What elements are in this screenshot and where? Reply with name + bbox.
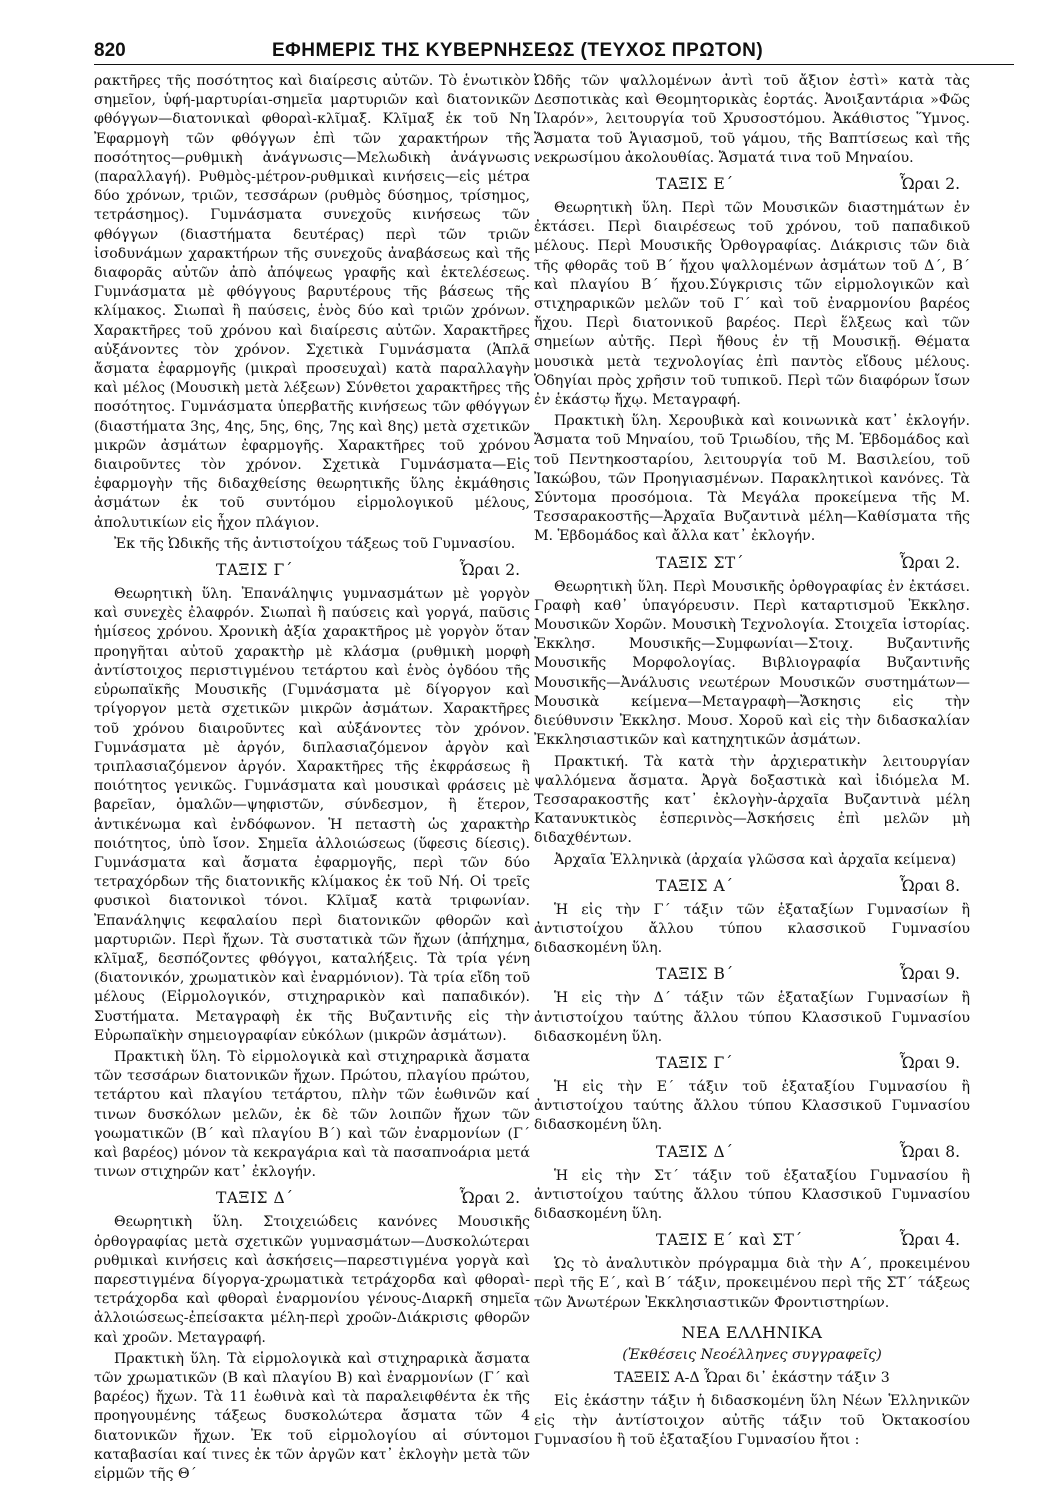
class-title: ΤΑΞΙΣ Ε΄ — [656, 175, 734, 194]
paragraph: Θεωρητικὴ ὕλη. Περὶ Μουσικῆς ὀρθογραφίας ἐν ἐκτάσει. Γραφὴ καθ᾽ ὑπαγόρευσιν. Περὶ καταρτισμοῦ Ἐκκλησ. Μουσικῶν Χορῶν. Μουσικὴ Τεχνολογία. Στοιχεῖα ἱστορίας. Ἐκκλησ. Μουσικῆς—Συμφωνίαι—Στοιχ. Βυζαντινῆς Μουσικῆς Μορφολογίας. Βιβλιογραφία Βυζαντινῆς Μουσικῆς—Ἀνάλυσις νεωτέρων Μουσικῶν συστημάτων—Μουσικὰ κείμενα—Μεταγραφὴ—Ἄσκησις εἰς τὴν διεύθυνσιν Ἐκκλησ. Μουσ. Χοροῦ καὶ εἰς τὴν διδασκαλίαν Ἐκκλησιαστικῶν καὶ κατηχητικῶν ἀσμάτων. — [534, 578, 970, 749]
class-title: ΤΑΞΙΣ ΣΤ΄ — [656, 553, 744, 572]
subject-subtitle: (Ἐκθέσεις Νεοέλληνες συγγραφεῖς) — [622, 1346, 882, 1363]
class-title: ΤΑΞΙΣ Δ΄ — [216, 1189, 294, 1208]
class-title: ΤΑΞΙΣ Ε΄ καὶ ΣΤ΄ — [656, 1231, 803, 1250]
paragraph: Εἰς ἑκάστην τάξιν ἡ διδασκομένη ὕλη Νέων Ἑλληνικῶν εἰς τὴν ἀντίστοιχον αὐτῆς τάξιν τοῦ Ὀκτακοσίου Γυμνασίου ἢ τοῦ ἑξαταξίου Γυμνασίου ἤτοι : — [534, 1393, 970, 1448]
subject-heading: Ἀρχαῖα Ἑλληνικὰ (ἀρχαία γλῶσσα καὶ ἀρχαῖα κείμενα) — [554, 851, 957, 868]
class-heading — [534, 1052, 970, 1076]
class-heading — [94, 1187, 530, 1211]
class-hours: Ὧραι 4. — [899, 1231, 960, 1250]
class-hours: Ὧραι 9. — [899, 965, 960, 984]
class-hours: Ὧραι 8. — [899, 1142, 960, 1161]
class-heading — [94, 559, 530, 583]
paragraph: ρακτῆρες τῆς ποσότητος καὶ διαίρεσις αὐτῶν. Τὸ ἑνωτικὸν σημεῖον, ὑφή-μαρτυρίαι-σημεῖα μαρτυριῶν καὶ διατονικῶν φθόγγων—διατονικαὶ φθοραὶ-κλῖμαξ. Κλῖμαξ ἐκ τοῦ Νη Ἐφαρμογὴ τῶν φθόγγων ἐπὶ τῶν χαρακτήρων τῆς ποσότητος—ρυθμικὴ ἀνάγνωσις—Μελωδικὴ ἀνάγνωσις (παραλλαγή). Ρυθμὸς-μέτρον-ρυθμικαὶ κινήσεις—εἰς μέτρα δύο χρόνων, τριῶν, τεσσάρων (ρυθμὸς δύσημος, τρίσημος, τετράσημος). Γυμνάσματα συνεχοῦς κινήσεως τῶν φθόγγων (διαστήματα δευτέρας) περὶ τῶν τριῶν ἰσοδυνάμων χαρακτήρων τῆς συνεχοῦς ἀναβάσεως καὶ τῆς διαφορᾶς αὐτῶν ἀπὸ ἀπόψεως γραφῆς καὶ ἐκτελέσεως. Γυμνάσματα μὲ φθόγγους βαρυτέρους τῆς βάσεως τῆς κλίμακος. Σιωπαὶ ἢ παύσεις, ἑνὸς δύο καὶ τριῶν χρόνων. Χαρακτῆρες τοῦ χρόνου καὶ διαίρεσις αὐτῶν. Χαρακτῆρες αὐξάνοντες τὸν χρόνον. Σχετικὰ Γυμνάσματα (Ἁπλᾶ ἄσματα ἐφαρμογῆς (μικραὶ προσευχαὶ) κατὰ παραλλαγὴν καὶ μέλος (Μουσικὴ μετὰ λέξεων) Σύνθετοι χαρακτῆρες τῆς ποσότητος. Γυμνάσματα ὑπερβατῆς κινήσεως τῶν φθόγγων (διαστήματα 3ης, 4ης, 5ης, 6ης, 7ης καὶ 8ης) μετὰ σχετικῶν μικρῶν ἀσμάτων ἐφαρμογῆς. Χαρακτῆρες τοῦ χρόνου διαιροῦντες τὸν χρόνον. Σχετικὰ Γυμνάσματα—Εἰς ἐφαρμογὴν τῆς διδαχθείσης θεωρητικῆς ὕλης ἐκμάθησις ἀσμάτων ἐκ τοῦ συντόμου εἱρμολογικοῦ μέλους, ἀπολυτικίων εἰς ἦχον πλάγιον. — [94, 73, 530, 531]
class-title: ΤΑΞΙΣ Α΄ — [656, 876, 734, 895]
paragraph: Θεωρητικὴ ὕλη. Περὶ τῶν Μουσικῶν διαστημάτων ἐν ἐκτάσει. Περὶ διαιρέσεως τοῦ χρόνου, τοῦ παπαδικοῦ μέλους. Περὶ Μουσικῆς Ὀρθογραφίας. Διάκρισις τῶν διὰ τῆς φθορᾶς τοῦ Β΄ ἤχου ψαλλομένων ἀσμάτων τοῦ Δ΄, Β΄ καὶ πλαγίου Β΄ ἤχου.Σύγκρισις τῶν εἱρμολογικῶν καὶ στιχηραρικῶν μελῶν τοῦ Γ΄ καὶ τοῦ ἐναρμονίου βαρέος ἤχου. Περὶ διατονικοῦ βαρέος. Περὶ ἕλξεως καὶ τῶν σημείων αὐτῆς. Περὶ ἤθους ἐν τῇ Μουσικῇ. Θέματα μουσικὰ μετὰ τεχνολογίας ἐπὶ παντὸς εἴδους μέλους. Ὁδηγίαι πρὸς χρῆσιν τοῦ τυπικοῦ. Περὶ τῶν διαφόρων ἴσων ἐν ἑκάστῳ ἤχῳ. Μεταγραφή. — [534, 200, 970, 409]
paragraph: Ἡ εἰς τὴν Δ΄ τάξιν τῶν ἑξαταξίων Γυμνασίων ἢ ἀντιστοίχου ταύτης ἄλλου τύπου Κλασσικοῦ Γυμνασίου διδασκομένη ὕλη. — [534, 990, 970, 1045]
right-column — [534, 72, 970, 1452]
left-column — [94, 72, 530, 1486]
class-hours: Ὧραι 2. — [899, 175, 960, 194]
class-heading — [534, 875, 970, 899]
class-heading — [534, 173, 970, 197]
section-intro: Ἐκ τῆς Ὠδικῆς τῆς ἀντιστοίχου τάξεως τοῦ Γυμνασίου. — [114, 535, 516, 552]
class-title: ΤΑΞΙΣ Δ΄ — [656, 1142, 734, 1161]
paragraph: Ἡ εἰς τὴν Ε΄ τάξιν τοῦ ἑξαταξίου Γυμνασίου ἢ ἀντιστοίχου ταύτης ἄλλου τύπου Κλασσικοῦ Γυμνασίου διδασκομένη ὕλη. — [534, 1078, 970, 1134]
paragraph: Πρακτικὴ ὕλη. Τὸ εἱρμολογικὰ καὶ στιχηραρικὰ ἄσματα τῶν τεσσάρων διατονικῶν ἤχων. Πρώτου, πλαγίου πρώτου, τετάρτου καὶ πλαγίου τετάρτου, πλὴν τῶν ἑωθινῶν καί τινων δυσκόλων μελῶν, ἐκ δὲ τῶν λοιπῶν ἤχων τῶν γοωματικῶν (Β΄ καὶ πλαγίου Β΄) καὶ τῶν ἐναρμονίων (Γ΄ καὶ βαρέος) μόνον τὰ κεκραγάρια καὶ τὰ πασαπνοάρια μετά τινων στιχηρῶν κατ᾽ ἐκλογήν. — [94, 1048, 530, 1181]
header-rule — [94, 64, 1014, 65]
paragraph: Ἡ εἰς τὴν Γ΄ τάξιν τῶν ἑξαταξίων Γυμνασίων ἢ ἀντιστοίχου ἄλλου τύπου κλασσικοῦ Γυμνασίου διδασκομένη ὕλη. — [534, 901, 970, 957]
paragraph: Πρακτικὴ ὕλη. Τὰ εἱρμολογικὰ καὶ στιχηραρικὰ ἄσματα τῶν χρωματικῶν (Β καὶ πλαγίου Β) καὶ ἐναρμονίων (Γ΄ καὶ βαρέος) ἤχων. Τὰ 11 ἑωθινὰ καὶ τὰ παραλειφθέντα ἐκ τῆς προηγουμένης τάξεως δυσκολώτερα ἄσματα τῶν 4 διατονικῶν ἤχων. Ἐκ τοῦ εἱρμολογίου αἱ σύντομοι καταβασίαι καί τινες ἐκ τῶν ἀργῶν κατ᾽ ἐκλογὴν μετὰ τῶν εἱρμῶν τῆς Θ΄ — [94, 1350, 530, 1483]
class-title: ΤΑΞΙΣ Β΄ — [656, 965, 734, 984]
page-header — [94, 40, 1014, 70]
paragraph: Θεωρητικὴ ὕλη. Ἐπανάληψις γυμνασμάτων μὲ γοργὸν καὶ συνεχὲς ἐλαφρόν. Σιωπαὶ ἢ παύσεις καὶ γοργά, παῦσις ἡμίσεος χρόνου. Χρονικὴ ἀξία χαρακτῆρος μὲ γοργὸν ὅταν προηγῆται αὐτοῦ χαρακτὴρ μὲ κλάσμα (ρυθμικὴ μορφὴ ἀντίστοιχος περιστιγμένου τετάρτου καὶ ἑνὸς ὀγδόου τῆς εὐρωπαϊκῆς Μουσικῆς (Γυμνάσματα μὲ δίγοργον καὶ τρίγοργον μετὰ σχετικῶν μικρῶν ἀσμάτων. Χαρακτῆρες τοῦ χρόνου διαιροῦντες καὶ αὐξάνοντες τὸν χρόνον. Γυμνάσματα μὲ ἀργόν, διπλασιαζόμενον ἀργὸν καὶ τριπλασιαζόμενον ἀργόν. Χαρακτῆρες τῆς ἐκφράσεως ἢ ποιότητος γενικῶς. Γυμνάσματα καὶ μουσικαὶ φράσεις μὲ βαρεῖαν, ὁμαλῶν—ψηφιστῶν, σύνδεσμον, ἢ ἕτερον, ἀντικένωμα καὶ ἐνδόφωνον. Ἡ πεταστὴ ὡς χαρακτὴρ ποιότητος, ὑπὸ ἴσον. Σημεῖα ἀλλοιώσεως (ὕφεσις δίεσις). Γυμνάσματα καὶ ἄσματα ἐφαρμογῆς, περὶ τῶν δύο τετραχόρδων τῆς διατονικῆς κλίμακος ἐκ τοῦ Νή. Οἱ τρεῖς φυσικοὶ διατονικοὶ τόνοι. Κλῖμαξ κατὰ τριφωνίαν. Ἐπανάληψις κεφαλαίου περὶ διατονικῶν φθορῶν καὶ μαρτυριῶν. Περὶ ἤχων. Τὰ συστατικὰ τῶν ἤχων (ἀπήχημα, κλῖμαξ, δεσπόζοντες φθόγγοι, καταλήξεις. Τὰ τρία γένη (διατονικόν, χρωματικὸν καὶ ἐναρμόνιον). Τὰ τρία εἴδη τοῦ μέλους (Εἱρμολογικόν, στιχηραρικὸν καὶ παπαδικόν). Συστήματα. Μεταγραφὴ ἐκ τῆς Βυζαντινῆς εἰς τὴν Εὐρωπαϊκὴν σημειογραφίαν εὐκόλων (μικρῶν ἀσμάτων). — [94, 586, 530, 1044]
paragraph: Θεωρητικὴ ὕλη. Στοιχειώδεις κανόνες Μουσικῆς ὀρθογραφίας μετὰ σχετικῶν γυμνασμάτων—Δυσκολώτεραι ρυθμικαὶ κινήσεις καὶ ἀσκήσεις—παρεστιγμένα γοργὰ καὶ παρεστιγμένα δίγοργα-χρωματικὰ τετράχορδα καὶ φθοραὶ-τετράχορδα καὶ φθοραὶ ἐναρμονίου γένους-Διαρκῆ σημεῖα ἀλλοιώσεως-ἐπείσακτα μέλη-περὶ χροῶν-Διάκρισις φθορῶν καὶ χροῶν. Μεταγραφή. — [94, 1214, 530, 1346]
class-hours: Ὧραι 2. — [899, 553, 960, 572]
paragraph: Ὡς τὸ ἀναλυτικὸν πρόγραμμα διὰ τὴν Α΄, προκειμένου περὶ τῆς Ε΄, καὶ Β΄ τάξιν, προκειμένου περὶ τῆς ΣΤ΄ τάξεως τῶν Ἀνωτέρων Ἐκκλησιαστικῶν Φροντιστηρίων. — [534, 1256, 970, 1311]
class-hours: Ὧραι 9. — [899, 1053, 960, 1072]
class-title: ΤΑΞΙΣ Γ΄ — [216, 561, 293, 580]
page-number: 820 — [94, 40, 126, 61]
class-title: ΤΑΞΙΣ Γ΄ — [656, 1053, 733, 1072]
class-hours: Ὧραι 2. — [459, 561, 520, 580]
subject-title: ΝΕΑ ΕΛΛΗΝΙΚΑ — [681, 1322, 823, 1342]
classes-heading: ΤΑΞΕΙΣ Α-Δ Ὧραι δι᾽ ἑκάστην τάξιν 3 — [614, 1370, 890, 1387]
paragraph: Πρακτικὴ ὕλη. Χερουβικὰ καὶ κοινωνικὰ κατ᾽ ἐκλογήν. Ἄσματα τοῦ Μηναίου, τοῦ Τριωδίου, τῆς Μ. Ἑβδομάδος καὶ τοῦ Πεντηκοσταρίου, λειτουργία τοῦ Μ. Βασιλείου, τοῦ Ἰακώβου, τῶν Προηγιασμένων. Παρακλητικοὶ κανόνες. Τὰ Σύντομα προσόμοια. Τὰ Μεγάλα προκείμενα τῆς Μ. Τεσσαρακοστῆς—Ἀρχαῖα Βυζαντινὰ μέλη—Καθίσματα τῆς Μ. Ἑβδομάδος καὶ ἄλλα κατ᾽ ἐκλογήν. — [534, 413, 970, 545]
class-heading — [534, 1141, 970, 1165]
class-heading — [534, 1229, 970, 1253]
class-heading — [534, 963, 970, 987]
gazette-title: ΕΦΗΜΕΡΙΣ ΤΗΣ ΚΥΒΕΡΝΗΣΕΩΣ (ΤΕΥΧΟΣ ΠΡΩΤΟΝ) — [272, 40, 764, 61]
class-heading — [534, 552, 970, 576]
class-hours: Ὧραι 2. — [459, 1189, 520, 1208]
paragraph: Πρακτική. Τὰ κατὰ τὴν ἀρχιερατικὴν λειτουργίαν ψαλλόμενα ἄσματα. Ἀργὰ δοξαστικὰ καὶ ἰδιόμελα Μ. Τεσσαρακοστῆς κατ᾽ ἐκλογὴν-ἀρχαῖα Βυζαντινὰ μέλη Κατανυκτικὸς ἑσπερινὸς—Ἀσκήσεις ἐπὶ μελῶν μὴ διδαχθέντων. — [534, 753, 970, 847]
paragraph: Ἡ εἰς τὴν Στ΄ τάξιν τοῦ ἑξαταξίου Γυμνασίου ἢ ἀντιστοίχου ταύτης ἄλλου τύπου Κλασσικοῦ Γυμνασίου διδασκομένη ὕλη. — [534, 1167, 970, 1222]
class-hours: Ὧραι 8. — [899, 876, 960, 895]
paragraph: Ὠδῆς τῶν ψαλλομένων ἀντὶ τοῦ ἄξιον ἐστὶ» κατὰ τὰς Δεσποτικὰς καὶ Θεομητορικὰς ἑορτάς. Ἀνοιξαντάρια »Φῶς Ἱλαρόν», λειτουργία τοῦ Χρυσοστόμου. Ἀκάθιστος Ὕμνος. Ἄσματα τοῦ Ἁγιασμοῦ, τοῦ γάμου, τῆς Βαπτίσεως καὶ τῆς νεκρωσίμου ἀκολουθίας. Ἄσματά τινα τοῦ Μηναίου. — [534, 73, 970, 166]
